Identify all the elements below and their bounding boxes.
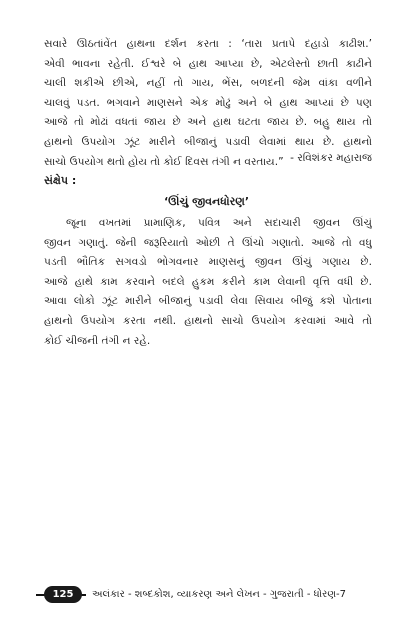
- summary-label: સંક્ષેપ :: [44, 174, 77, 187]
- summary-paragraph: [44, 214, 372, 351]
- footer-book-title: અલંકાર - શબ્દકોશ, વ્યાકરણ અને લેખન - ગુજરાતી - ધોરણ-7: [86, 585, 382, 605]
- summary-line: જૂના વખતમાં પ્રામાણિક, પવિત્ર અને સદાચારી જીવન ઊંચું: [66, 217, 372, 229]
- quote-line: એવી ભાવના રહેતી. ઈશ્વરે બે હાથ આપ્યા છે, એટલેસ્તો છાતી કાઢીને: [44, 57, 372, 70]
- summary-line: કોઈ ચીજની તંગી ન રહે.: [44, 334, 151, 347]
- quote-line: સાચો ઉપયોગ થતો હોય તો કોઈ દિવસ તંગી ન વરતાય.”: [44, 155, 284, 168]
- summary-line: આવા લોકો ઝૂંટ મારીને બીજાનું પડાવી લેવા સિવાય બીજું કશે પોતાના: [44, 295, 372, 308]
- quote-attribution: - રવિશંકર મહારાજ: [290, 152, 372, 164]
- quote-line: સવારે ઊઠતાંવેંત હાથના દર્શન કરતા : ‘તારા પ્રતાપે દહાડો કાઢીશ.’: [44, 38, 372, 50]
- quote-line: ચાલવું પડત. ભગવાને માણસને એક મોઢું અને બે હાથ આપ્યાં છે પણ: [44, 96, 372, 109]
- summary-line: આજે હાથે કામ કરવાને બદલે હુકમ કરીને કામ લેવાની વૃત્તિ વધી છે.: [44, 275, 372, 288]
- summary-line: જીવન ગણાતું. જેની જરૂરિયાતો ઓછી તે ઊંચો ગણાતો. આજે તો વધુ: [44, 236, 372, 249]
- quote-line: હાથનો ઉપયોગ ઝૂંટ મારીને બીજાનું પડાવી લેવામાં થાય છે. હાથનો: [44, 135, 372, 148]
- page-footer: [36, 585, 376, 605]
- summary-line: હાથનો ઉપયોગ કરતા નથી. હાથનો સાચો ઉપયોગ કરવામાં આવે તો: [44, 314, 372, 327]
- summary-title: ‘ઊંચું જીવનધોરણ’: [163, 195, 250, 208]
- quote-line: ચાલી શકીએ છીએ, નહીં તો ગાય, ભેંસ, બળદની જેમ વાંકા વળીને: [44, 77, 372, 90]
- summary-line: પડતી ભૌતિક સગવડો ભોગવનાર માણસનું જીવન ઊંચું ગણાય છે.: [44, 256, 372, 269]
- quote-line: આજે તો મોઢાં વધતાં જાય છે અને હાથ ઘટતા જાય છે. બહુ થાય તો: [44, 116, 372, 129]
- page-number-badge: 125: [44, 586, 82, 603]
